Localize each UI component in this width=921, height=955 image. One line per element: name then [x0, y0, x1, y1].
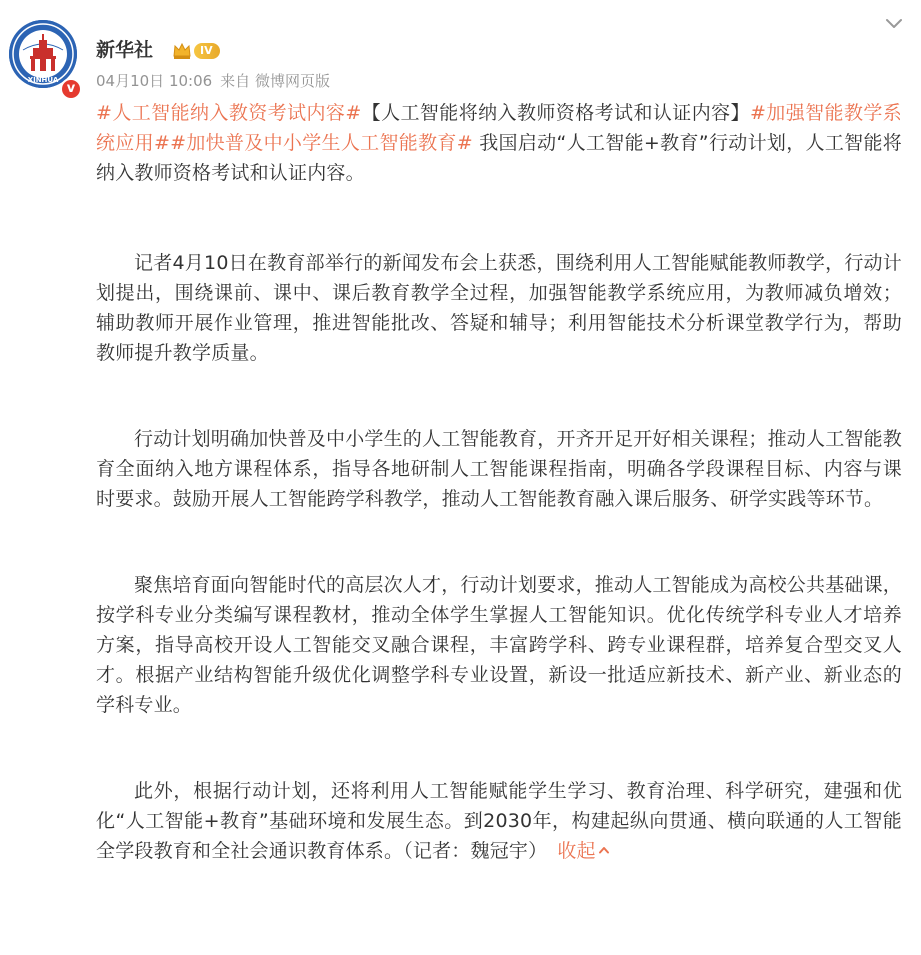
author-name[interactable]: 新华社 — [96, 39, 154, 61]
paragraph: 行动计划明确加快普及中小学生的人工智能教育，开齐开足开好相关课程；推动人工智能教育全面纳入地方课程体系，指导各地研制人工智能课程指南，明确各学段课程目标、内容与课时要求。鼓励开展人工智能跨学科教学，推动人工智能教育融入课后服务、研学实践等环节。 — [96, 428, 903, 510]
post-meta — [96, 71, 338, 91]
lead-text: 我国启动“人工智能+教育”行动计划，人工智能将纳入教师资格考试和认证内容。 — [96, 132, 902, 184]
level-label: IV — [194, 43, 220, 59]
hashtag-link[interactable]: #加强智能教学系统应用# — [96, 102, 902, 154]
collapse-label: 收起 — [557, 840, 596, 862]
post-title: 【人工智能将纳入教师资格考试和认证内容】 — [361, 102, 750, 124]
collapse-button[interactable] — [557, 840, 609, 862]
hashtag-link[interactable]: #人工智能纳入教资考试内容# — [96, 102, 362, 124]
paragraph — [96, 776, 902, 866]
chevron-up-icon — [598, 844, 610, 856]
post-timestamp[interactable]: 04月10日 10:06 — [96, 72, 213, 90]
post-lead — [96, 98, 902, 188]
verified-v-icon: v — [60, 78, 82, 100]
crown-icon — [172, 41, 192, 61]
svg-text:XINHUA: XINHUA — [27, 76, 59, 84]
chevron-down-icon[interactable] — [884, 16, 904, 32]
hashtag-link[interactable]: #加快普及中小学生人工智能教育# — [170, 132, 473, 154]
post-source: 来自 微博网页版 — [220, 72, 330, 90]
paragraph-text: 此外，根据行动计划，还将利用人工智能赋能学生学习、教育治理、科学研究，建强和优化“人工智能+教育”基础环境和发展生态。到2030年，构建起纵向贯通、横向联通的人工智能全学段教育和全社会通识教育体系。（记者：魏冠宇） — [96, 780, 902, 862]
paragraph: 聚焦培育面向智能时代的高层次人才，行动计划要求，推动人工智能成为高校公共基础课，按学科专业分类编写课程教材，推动全体学生掌握人工智能知识。优化传统学科专业人才培养方案，指导高校开设人工智能交叉融合课程，丰富跨学科、跨专业课程群，培养复合型交叉人才。根据产业结构智能升级优化调整学科专业设置，新设一批适应新技术、新产业、新业态的学科专业。 — [96, 574, 903, 716]
post-content — [96, 98, 902, 866]
paragraph: 记者4月10日在教育部举行的新闻发布会上获悉，围绕利用人工智能赋能教师教学，行动计划提出，围绕课前、课中、课后教育教学全过程，加强智能教学系统应用，为教师减负增效；辅助教师开展作业管理，推进智能批改、答疑和辅导；利用智能技术分析课堂教学行为，帮助教师提升教学质量。 — [96, 252, 902, 364]
user-level-badge[interactable] — [172, 41, 220, 61]
